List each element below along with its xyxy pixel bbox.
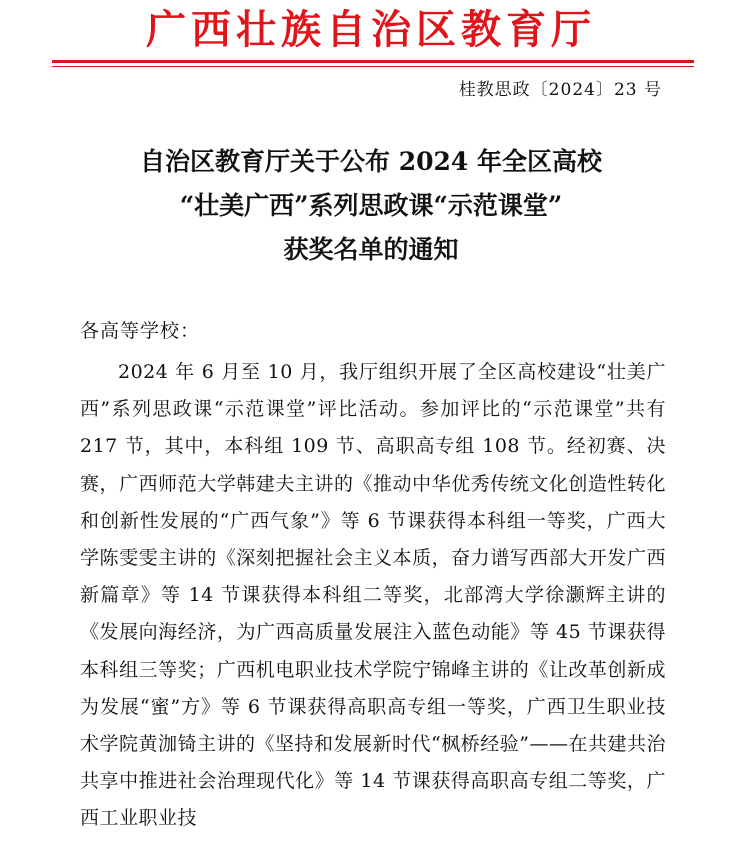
body-paragraph: 2024 年 6 月至 10 月，我厅组织开展了全区高校建设“壮美广西”系列思政课“示范课堂”评比活动。参加评比的“示范课堂”共有 217 节，其中，本科组 109 节、高职高专组 108 节。经初赛、决赛，广西师范大学韩建夫主讲的《推动中华优秀传统文化创造性转化和创新性发展的“广西气象”》等 6 节课获得本科组一等奖，广西大学陈雯雯主讲的《深刻把握社会主义本质，奋力谱写西部大开发广西新篇章》等 14 节课获得本科组二等奖，北部湾大学徐灏辉主讲的《发展向海经济，为广西高质量发展注入蓝色动能》等 45 节课获得本科组三等奖；广西机电职业技术学院宁锦峰主讲的《让改革创新成为发展“蜜”方》等 6 节课获得高职高专组一等奖，广西卫生职业技术学院黄泇锜主讲的《坚持和发展新时代“枫桥经验”——在共建共治共享中推进社会治理现代化》等 14 节课获得高职高专组二等奖，广西工业职业技 <box>80 361 666 830</box>
salutation: 各高等学校： <box>80 320 201 342</box>
document-title <box>0 140 742 272</box>
document-number: 桂教思政〔2024〕23 号 <box>458 80 662 100</box>
title-line-3: 获奖名单的通知 <box>283 235 459 264</box>
letterhead-rule-thick <box>52 60 694 63</box>
title-line-1: 自治区教育厅关于公布 2024 年全区高校 <box>140 147 602 176</box>
title-line-2: “壮美广西”系列思政课“示范课堂” <box>179 191 563 220</box>
letterhead-org-name: 广西壮族自治区教育厅 <box>146 6 596 53</box>
letterhead-rule-thin <box>52 66 694 67</box>
